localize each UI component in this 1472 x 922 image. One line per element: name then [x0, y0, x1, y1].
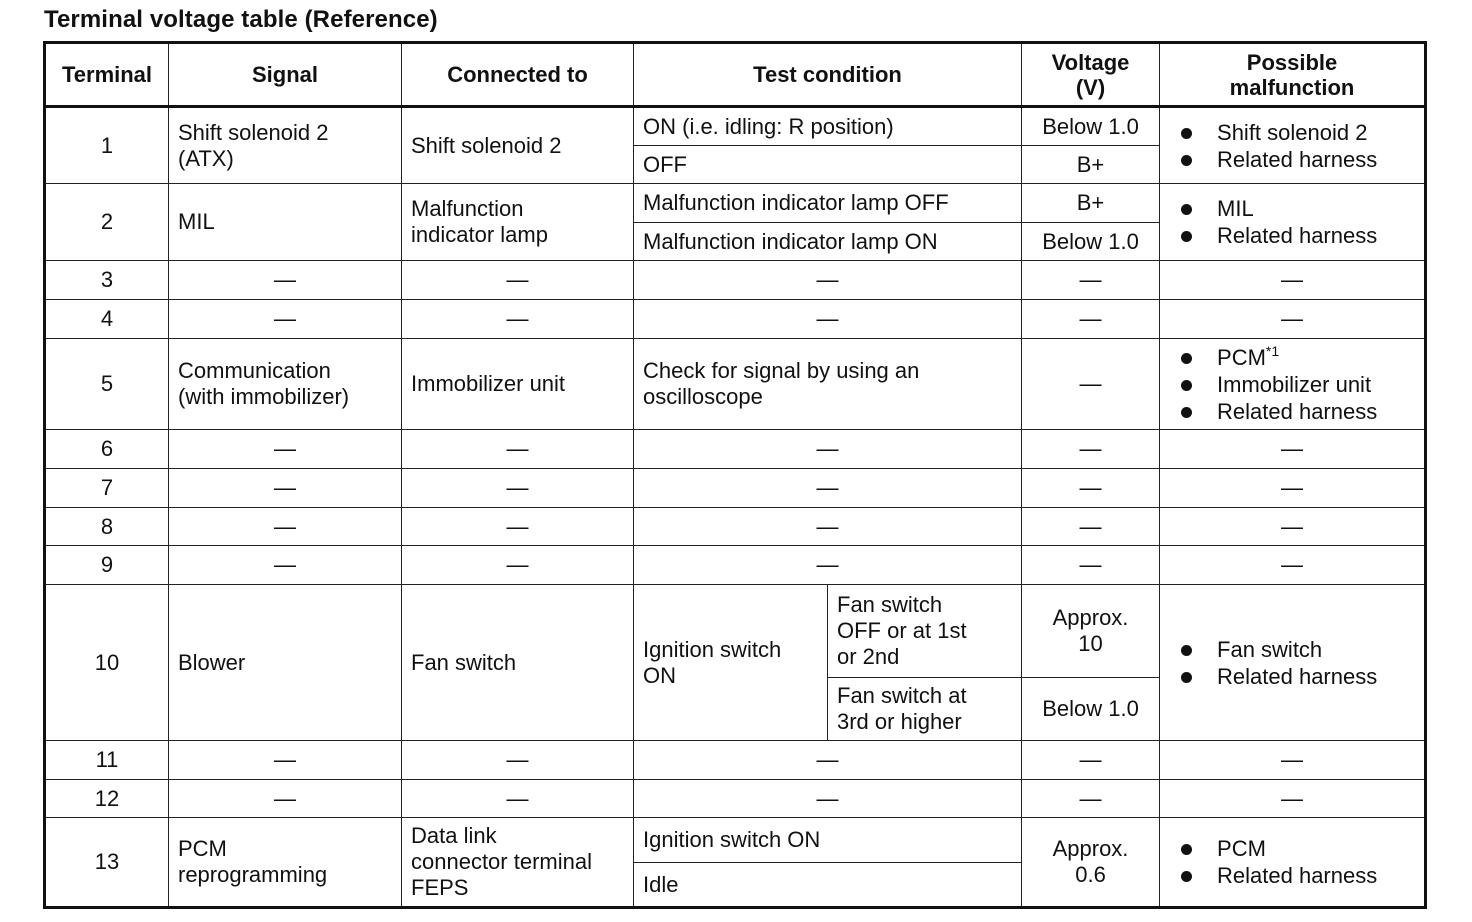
- terminal-number: 1: [45, 107, 169, 184]
- list-item: Related harness: [1179, 222, 1415, 249]
- empty-dash: —: [634, 261, 1022, 300]
- empty-dash: —: [169, 508, 402, 546]
- header-voltage: Voltage (V): [1022, 43, 1160, 107]
- empty-dash: —: [1022, 430, 1160, 469]
- table-row: [45, 107, 1426, 146]
- empty-dash: —: [169, 300, 402, 339]
- test-condition-cell: Malfunction indicator lamp OFF: [634, 184, 1022, 223]
- empty-dash: —: [402, 300, 634, 339]
- list-item: Related harness: [1179, 663, 1415, 690]
- table-row: [45, 818, 1426, 863]
- list-item: Related harness: [1179, 146, 1415, 173]
- empty-dash: —: [634, 469, 1022, 508]
- empty-dash: —: [402, 508, 634, 546]
- connected-to-cell: Data link connector terminal FEPS: [402, 818, 634, 908]
- list-item: Related harness: [1179, 862, 1415, 889]
- list-item: PCM$^{*1}$: [1179, 344, 1415, 371]
- voltage-cell: B+: [1022, 184, 1160, 223]
- empty-dash: —: [1160, 469, 1426, 508]
- signal-cell: PCM reprogramming: [169, 818, 402, 908]
- test-condition-cell: Check for signal by using an oscilloscope: [634, 339, 1022, 430]
- empty-dash: —: [1022, 546, 1160, 585]
- table-row: [45, 184, 1426, 223]
- header-signal: Signal: [169, 43, 402, 107]
- table-row: [45, 339, 1426, 430]
- empty-dash: —: [1160, 546, 1426, 585]
- voltage-cell: Approx. 0.6: [1022, 818, 1160, 908]
- terminal-number: 3: [45, 261, 169, 300]
- terminal-number: 6: [45, 430, 169, 469]
- test-condition-cell: Ignition switch ON: [634, 818, 1022, 863]
- empty-dash: —: [1022, 469, 1160, 508]
- footnote-marker: *1: [1265, 342, 1280, 359]
- empty-dash: —: [1160, 508, 1426, 546]
- test-condition-cell: ON (i.e. idling: R position): [634, 107, 1022, 146]
- voltage-cell: Below 1.0: [1022, 678, 1160, 741]
- empty-dash: —: [1022, 261, 1160, 300]
- test-condition-cell: Idle: [634, 863, 1022, 908]
- connected-to-cell: Fan switch: [402, 585, 634, 741]
- voltage-cell: Approx. 10: [1022, 585, 1160, 678]
- malfunction-cell: [1160, 339, 1426, 430]
- empty-dash: —: [402, 469, 634, 508]
- empty-dash: —: [169, 469, 402, 508]
- empty-dash: —: [1022, 741, 1160, 780]
- terminal-number: 13: [45, 818, 169, 908]
- connected-to-cell: Shift solenoid 2: [402, 107, 634, 184]
- empty-dash: —: [634, 780, 1022, 818]
- list-item: PCM: [1179, 835, 1415, 862]
- test-condition-cell: Malfunction indicator lamp ON: [634, 223, 1022, 261]
- header-possible-malfunction: Possible malfunction: [1160, 43, 1426, 107]
- header-connected-to: Connected to: [402, 43, 634, 107]
- signal-cell: Blower: [169, 585, 402, 741]
- table-row: [45, 508, 1426, 546]
- table-row: [45, 300, 1426, 339]
- terminal-number: 2: [45, 184, 169, 261]
- test-condition-cell: OFF: [634, 146, 1022, 184]
- empty-dash: —: [634, 508, 1022, 546]
- list-item: Shift solenoid 2: [1179, 119, 1415, 146]
- empty-dash: —: [402, 780, 634, 818]
- test-condition-cell: Ignition switch ON: [634, 585, 828, 741]
- list-item: MIL: [1179, 195, 1415, 222]
- empty-dash: —: [1022, 780, 1160, 818]
- page-title: Terminal voltage table (Reference): [44, 6, 438, 33]
- terminal-number: 9: [45, 546, 169, 585]
- empty-dash: —: [169, 741, 402, 780]
- malfunction-cell: [1160, 184, 1426, 261]
- malfunction-cell: [1160, 107, 1426, 184]
- voltage-cell: B+: [1022, 146, 1160, 184]
- terminal-number: 5: [45, 339, 169, 430]
- connected-to-cell: Malfunction indicator lamp: [402, 184, 634, 261]
- table-row: [45, 261, 1426, 300]
- empty-dash: —: [402, 261, 634, 300]
- empty-dash: —: [169, 546, 402, 585]
- empty-dash: —: [169, 780, 402, 818]
- table-row: [45, 585, 1426, 678]
- empty-dash: —: [1160, 780, 1426, 818]
- voltage-cell: Below 1.0: [1022, 107, 1160, 146]
- connected-to-cell: Immobilizer unit: [402, 339, 634, 430]
- empty-dash: —: [169, 261, 402, 300]
- table-row: [45, 546, 1426, 585]
- signal-cell: Communication (with immobilizer): [169, 339, 402, 430]
- terminal-number: 8: [45, 508, 169, 546]
- list-item: Related harness: [1179, 398, 1415, 425]
- header-row: [45, 43, 1426, 107]
- empty-dash: —: [1160, 261, 1426, 300]
- table-row: [45, 741, 1426, 780]
- signal-cell: MIL: [169, 184, 402, 261]
- header-terminal: Terminal: [45, 43, 169, 107]
- voltage-cell: Below 1.0: [1022, 223, 1160, 261]
- empty-dash: —: [402, 546, 634, 585]
- terminal-number: 10: [45, 585, 169, 741]
- malfunction-cell: [1160, 818, 1426, 908]
- empty-dash: —: [634, 546, 1022, 585]
- signal-cell: Shift solenoid 2 (ATX): [169, 107, 402, 184]
- empty-dash: —: [1160, 430, 1426, 469]
- empty-dash: —: [1022, 300, 1160, 339]
- terminal-number: 7: [45, 469, 169, 508]
- empty-dash: —: [634, 300, 1022, 339]
- empty-dash: —: [169, 430, 402, 469]
- empty-dash: —: [1022, 508, 1160, 546]
- header-test-condition: Test condition: [634, 43, 1022, 107]
- terminal-number: 4: [45, 300, 169, 339]
- list-item: Immobilizer unit: [1179, 371, 1415, 398]
- table-row: [45, 469, 1426, 508]
- empty-dash: —: [402, 741, 634, 780]
- sub-condition-cell: Fan switch at 3rd or higher: [828, 678, 1022, 741]
- table-row: [45, 430, 1426, 469]
- voltage-cell: —: [1022, 339, 1160, 430]
- empty-dash: —: [634, 430, 1022, 469]
- empty-dash: —: [402, 430, 634, 469]
- sub-condition-cell: Fan switch OFF or at 1st or 2nd: [828, 585, 1022, 678]
- empty-dash: —: [634, 741, 1022, 780]
- empty-dash: —: [1160, 300, 1426, 339]
- terminal-number: 12: [45, 780, 169, 818]
- empty-dash: —: [1160, 741, 1426, 780]
- terminal-number: 11: [45, 741, 169, 780]
- terminal-voltage-table: [43, 41, 1427, 909]
- list-item: Fan switch: [1179, 636, 1415, 663]
- malfunction-cell: [1160, 585, 1426, 741]
- table-row: [45, 780, 1426, 818]
